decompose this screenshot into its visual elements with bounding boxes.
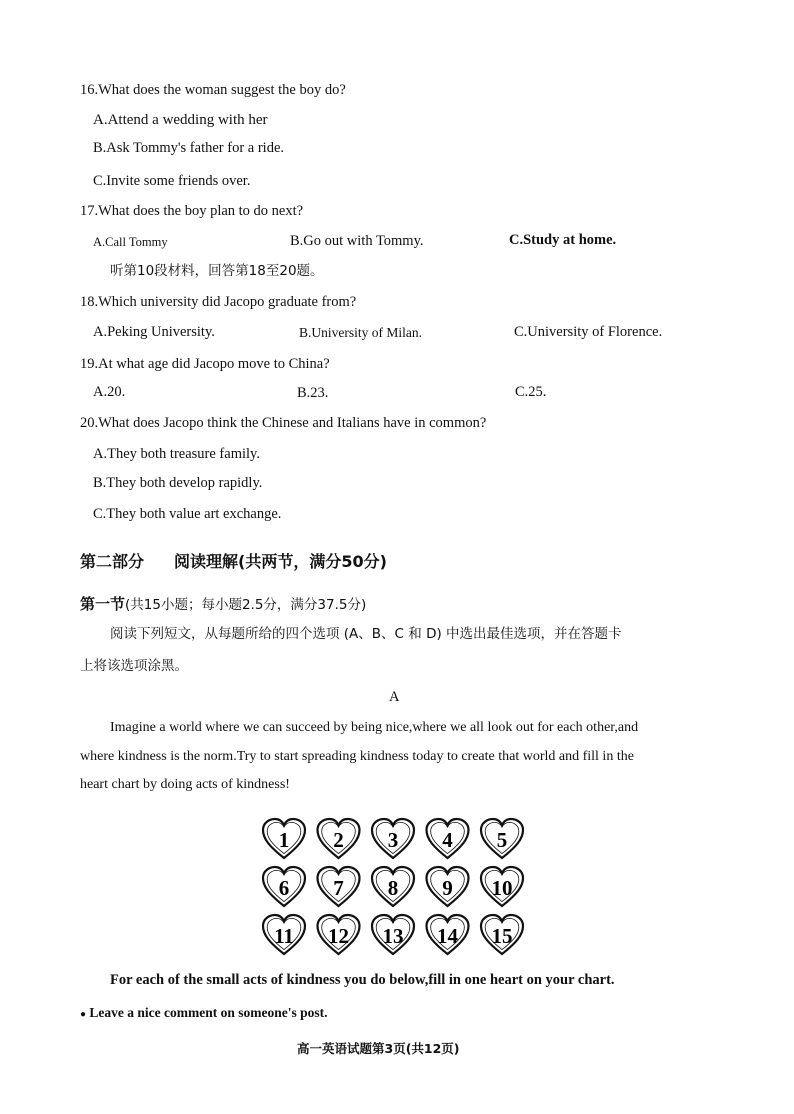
q18-option-b: B.University of Milan. [299, 325, 422, 340]
q20-question: 20.What does Jacopo think the Chinese and Italians have in common? [80, 415, 487, 431]
q17-option-b: B.Go out with Tommy. [290, 233, 424, 249]
heart-number: 2 [333, 828, 344, 852]
q19-option-c: C.25. [515, 384, 547, 400]
heart-9 [427, 867, 469, 906]
section1-desc: (共15小题；每小题2.5分，满分37.5分) [125, 597, 367, 613]
heart-3 [372, 819, 414, 858]
heart-number: 14 [437, 924, 458, 948]
heart-chart [258, 815, 538, 960]
heart-11 [263, 915, 305, 954]
q18-option-c: C.University of Florence. [514, 324, 663, 340]
heart-number: 10 [491, 876, 513, 900]
instructions-line1: 阅读下列短文，从每题所给的四个选项 (A、B、C 和 D) 中选出最佳选项，并在答题卡 [110, 626, 622, 642]
q19-question: 19.At what age did Jacopo move to China? [80, 356, 330, 372]
q19-option-a: A.20. [93, 384, 126, 400]
heart-2 [318, 819, 360, 858]
passage-line1: Imagine a world where we can succeed by being nice,where we all look out for each other,and [110, 720, 639, 735]
heart-14 [427, 915, 469, 954]
heart-4 [427, 819, 469, 858]
q18-question: 18.Which university did Jacopo graduate from? [80, 294, 357, 310]
heart-number: 13 [382, 924, 404, 948]
section1-heading [80, 595, 366, 614]
q17-option-a: A.Call Tommy [93, 235, 168, 249]
heart-number: 8 [387, 876, 399, 900]
heart-number: 5 [496, 828, 508, 852]
section1-label: 第一节 [80, 595, 126, 613]
heart-7 [318, 867, 360, 906]
part2-label: 第二部分 [80, 552, 145, 571]
heart-13 [372, 915, 414, 954]
page-footer: 高一英语试题第3页(共12页) [297, 1041, 460, 1056]
bullet-item [80, 1004, 328, 1024]
listening-section-10-instruction: 听第10段材料，回答第18至20题。 [110, 263, 324, 279]
q20-option-c: C.They both value art exchange. [93, 506, 282, 522]
bullet-dot-icon: ● [80, 1009, 87, 1020]
heart-12 [318, 915, 360, 954]
passage-line2: where kindness is the norm.Try to start spreading kindness today to create that world and fill in the [80, 749, 634, 764]
heart-number: 15 [491, 924, 513, 948]
q16-option-c: C.Invite some friends over. [93, 173, 251, 189]
bullet-text: Leave a nice comment on someone's post. [89, 1005, 328, 1020]
q18-option-a: A.Peking University. [93, 324, 215, 340]
q16-option-a: A.Attend a wedding with her [93, 112, 268, 128]
passage-line3: heart chart by doing acts of kindness! [80, 777, 290, 792]
instructions-line2: 上将该选项涂黑。 [80, 658, 188, 674]
q16-option-b: B.Ask Tommy's father for a ride. [93, 140, 284, 156]
heart-number: 11 [274, 924, 294, 948]
heart-1 [263, 819, 305, 858]
heart-number: 4 [442, 828, 453, 852]
part2-title: 阅读理解(共两节，满分50分) [174, 552, 387, 571]
heart-5 [481, 819, 523, 858]
heart-10 [481, 867, 523, 906]
heart-number: 1 [278, 828, 290, 852]
heart-number: 7 [333, 876, 344, 900]
q17-option-c: C.Study at home. [509, 232, 617, 248]
heart-number: 9 [442, 876, 453, 900]
heart-15 [481, 915, 523, 954]
q16-question: 16.What does the woman suggest the boy do? [80, 82, 346, 98]
chart-caption: For each of the small acts of kindness you do below,fill in one heart on your chart. [110, 972, 615, 988]
q20-option-a: A.They both treasure family. [93, 446, 260, 462]
heart-number: 3 [387, 828, 399, 852]
passage-letter: A [389, 689, 400, 705]
heart-8 [372, 867, 414, 906]
q19-option-b: B.23. [297, 385, 329, 401]
heart-number: 6 [278, 876, 290, 900]
q20-option-b: B.They both develop rapidly. [93, 475, 263, 491]
heart-number: 12 [328, 924, 349, 948]
q17-question: 17.What does the boy plan to do next? [80, 203, 304, 219]
heart-6 [263, 867, 305, 906]
